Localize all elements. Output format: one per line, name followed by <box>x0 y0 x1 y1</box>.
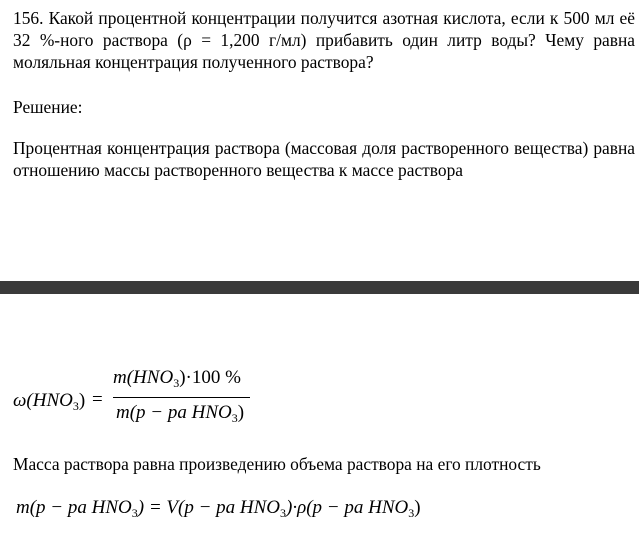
solution-heading: Решение: <box>13 97 83 117</box>
denominator-close: ) <box>237 402 245 423</box>
solution-paragraph-1: Процентная концентрация раствора (массовая доля растворенного вещества) равна отношению массы растворенного вещества к массе раствора <box>13 138 635 180</box>
numerator-subscript: 3 <box>173 376 180 390</box>
formula2-sub2: 3 <box>280 506 287 520</box>
formula2-sub3: 3 <box>408 506 415 520</box>
denominator-subscript: 3 <box>231 411 238 425</box>
fraction-numerator <box>113 367 241 391</box>
fraction-bar <box>113 397 250 398</box>
numerator-close: )·100 % <box>179 367 241 388</box>
numerator-m: m <box>113 367 127 388</box>
page-divider <box>0 281 639 294</box>
formula2-part2: ) = V(p − pa HNO <box>137 497 281 518</box>
problem-statement: 156. Какой процентной концентрации получится азотная кислота, если к 500 мл её 32 %-ного раствора (ρ = 1,200 г/мл) прибавить один литр воды? Чему равна моляльная концентрация полученного раствора? <box>13 8 635 72</box>
omega-symbol: ω <box>13 390 27 411</box>
lhs-close: ) <box>78 390 86 411</box>
lhs-argument: (HNO <box>26 390 73 411</box>
numerator-argument: (HNO <box>126 367 174 388</box>
equals-sign: = <box>92 389 103 410</box>
fraction-denominator <box>116 402 244 426</box>
lhs-subscript: 3 <box>72 399 79 413</box>
formula2-part3: )·ρ(p − pa HNO <box>286 497 409 518</box>
formula-lhs <box>13 390 85 414</box>
denominator-m: m <box>116 402 130 423</box>
formula2-part1: m(p − pa HNO <box>16 497 132 518</box>
solution-mass-formula <box>16 497 421 521</box>
formula2-sub1: 3 <box>131 506 138 520</box>
formula2-part4: ) <box>414 497 421 518</box>
solution-paragraph-2: Масса раствора равна произведению объема раствора на его плотность <box>13 454 541 474</box>
denominator-argument: (p − pa HNO <box>129 402 232 423</box>
